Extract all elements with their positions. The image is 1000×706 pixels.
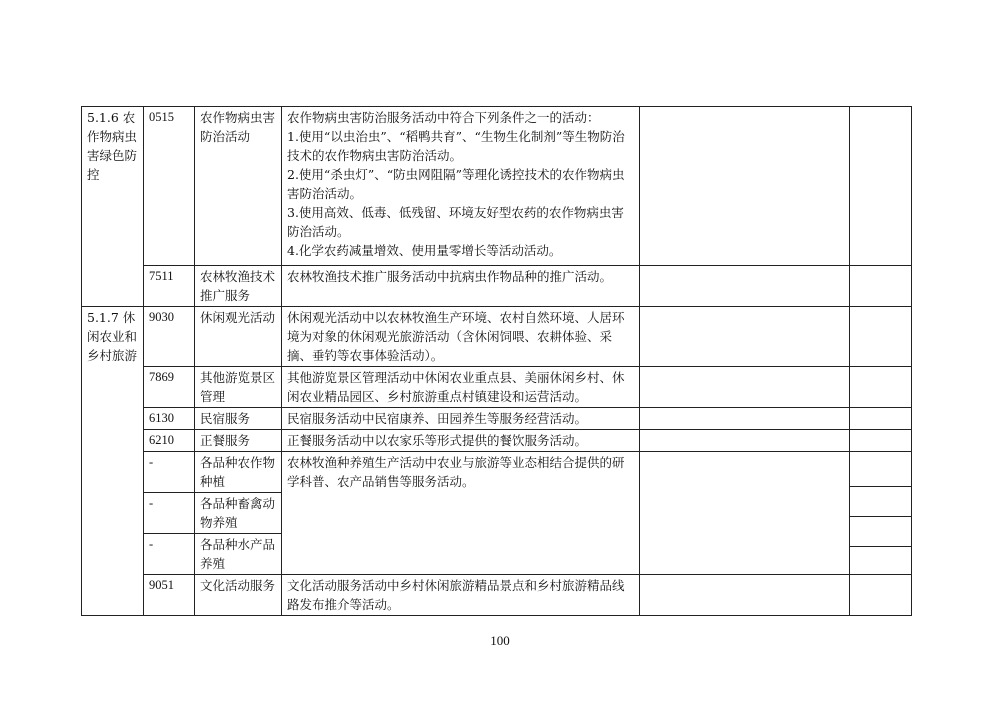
description-line: 农作物病虫害防治服务活动中符合下列条件之一的活动： xyxy=(287,110,600,125)
name-cell: 各品种畜禽动物养殖 xyxy=(195,493,282,534)
blank-cell xyxy=(850,307,912,367)
code-cell: 9030 xyxy=(144,307,195,367)
description-cell: 正餐服务活动中以农家乐等形式提供的餐饮服务活动。 xyxy=(282,430,640,452)
description-cell: 农林牧渔技术推广服务活动中抗病虫作物品种的推广活动。 xyxy=(282,266,640,307)
code-cell: 9051 xyxy=(144,575,195,616)
description-line: 1.使用“以虫治虫”、“稻鸭共育”、“生物生化制剂”等生物防治技术的农作物病虫害防治活动。 xyxy=(287,129,625,163)
industry-classification-table xyxy=(81,106,912,616)
code-cell: 0515 xyxy=(144,107,195,266)
category-cell: 5.1.6 农作物病虫害绿色防控 xyxy=(82,107,144,307)
blank-cell xyxy=(640,575,850,616)
blank-cell xyxy=(850,430,912,452)
code-cell: 7869 xyxy=(144,367,195,408)
blank-cell xyxy=(850,367,912,408)
name-cell: 其他游览景区管理 xyxy=(195,367,282,408)
description-line: 2.使用“杀虫灯”、“防虫网阻隔”等理化诱控技术的农作物病虫害防治活动。 xyxy=(287,167,625,201)
inner-blank-grid xyxy=(850,452,911,568)
description-cell: 休闲观光活动中以农林牧渔生产环境、农村自然环境、人居环境为对象的休闲观光旅游活动（含休闲饲喂、农耕体验、采摘、垂钓等农事体验活动）。 xyxy=(282,307,640,367)
table-row xyxy=(82,266,912,307)
blank-cell xyxy=(850,575,912,616)
blank-cell xyxy=(850,546,911,568)
name-cell: 农作物病虫害防治活动 xyxy=(195,107,282,266)
code-cell: - xyxy=(144,452,195,493)
description-cell: 农林牧渔种养殖生产活动中农业与旅游等业态相结合提供的研学科普、农产品销售等服务活动。 xyxy=(282,452,640,575)
blank-cell-group xyxy=(850,452,912,575)
description-cell: 其他游览景区管理活动中休闲农业重点县、美丽休闲乡村、休闲农业精品园区、乡村旅游重点村镇建设和运营活动。 xyxy=(282,367,640,408)
description-line: 3.使用高效、低毒、低残留、环境友好型农药的农作物病虫害防治活动。 xyxy=(287,205,624,239)
name-cell: 农林牧渔技术推广服务 xyxy=(195,266,282,307)
name-cell: 各品种水产品养殖 xyxy=(195,534,282,575)
blank-cell xyxy=(850,107,912,266)
blank-cell xyxy=(640,107,850,266)
description-cell xyxy=(282,107,640,266)
table-row xyxy=(82,575,912,616)
code-cell: 7511 xyxy=(144,266,195,307)
blank-cell xyxy=(640,307,850,367)
code-cell: 6210 xyxy=(144,430,195,452)
blank-cell xyxy=(640,408,850,430)
blank-cell xyxy=(850,266,912,307)
blank-cell xyxy=(640,452,850,575)
page-number: 100 xyxy=(490,633,510,648)
table-row xyxy=(82,452,912,493)
name-cell: 文化活动服务 xyxy=(195,575,282,616)
name-cell: 休闲观光活动 xyxy=(195,307,282,367)
blank-cell xyxy=(850,486,911,516)
table-row xyxy=(82,408,912,430)
description-cell: 民宿服务活动中民宿康养、田园养生等服务经营活动。 xyxy=(282,408,640,430)
name-cell: 各品种农作物种植 xyxy=(195,452,282,493)
blank-cell xyxy=(640,367,850,408)
blank-cell xyxy=(640,430,850,452)
description-line: 4.化学农药减量增效、使用量零增长等活动活动。 xyxy=(287,243,562,258)
code-cell: - xyxy=(144,534,195,575)
blank-cell xyxy=(850,516,911,546)
name-cell: 正餐服务 xyxy=(195,430,282,452)
blank-cell xyxy=(850,452,911,486)
table-row xyxy=(82,307,912,367)
category-cell: 5.1.7 休闲农业和乡村旅游 xyxy=(82,307,144,616)
code-cell: - xyxy=(144,493,195,534)
table-row xyxy=(82,367,912,408)
table-row xyxy=(82,107,912,266)
name-cell: 民宿服务 xyxy=(195,408,282,430)
description-cell: 文化活动服务活动中乡村休闲旅游精品景点和乡村旅游精品线路发布推介等活动。 xyxy=(282,575,640,616)
blank-cell xyxy=(640,266,850,307)
table-row xyxy=(82,430,912,452)
blank-cell xyxy=(850,408,912,430)
code-cell: 6130 xyxy=(144,408,195,430)
